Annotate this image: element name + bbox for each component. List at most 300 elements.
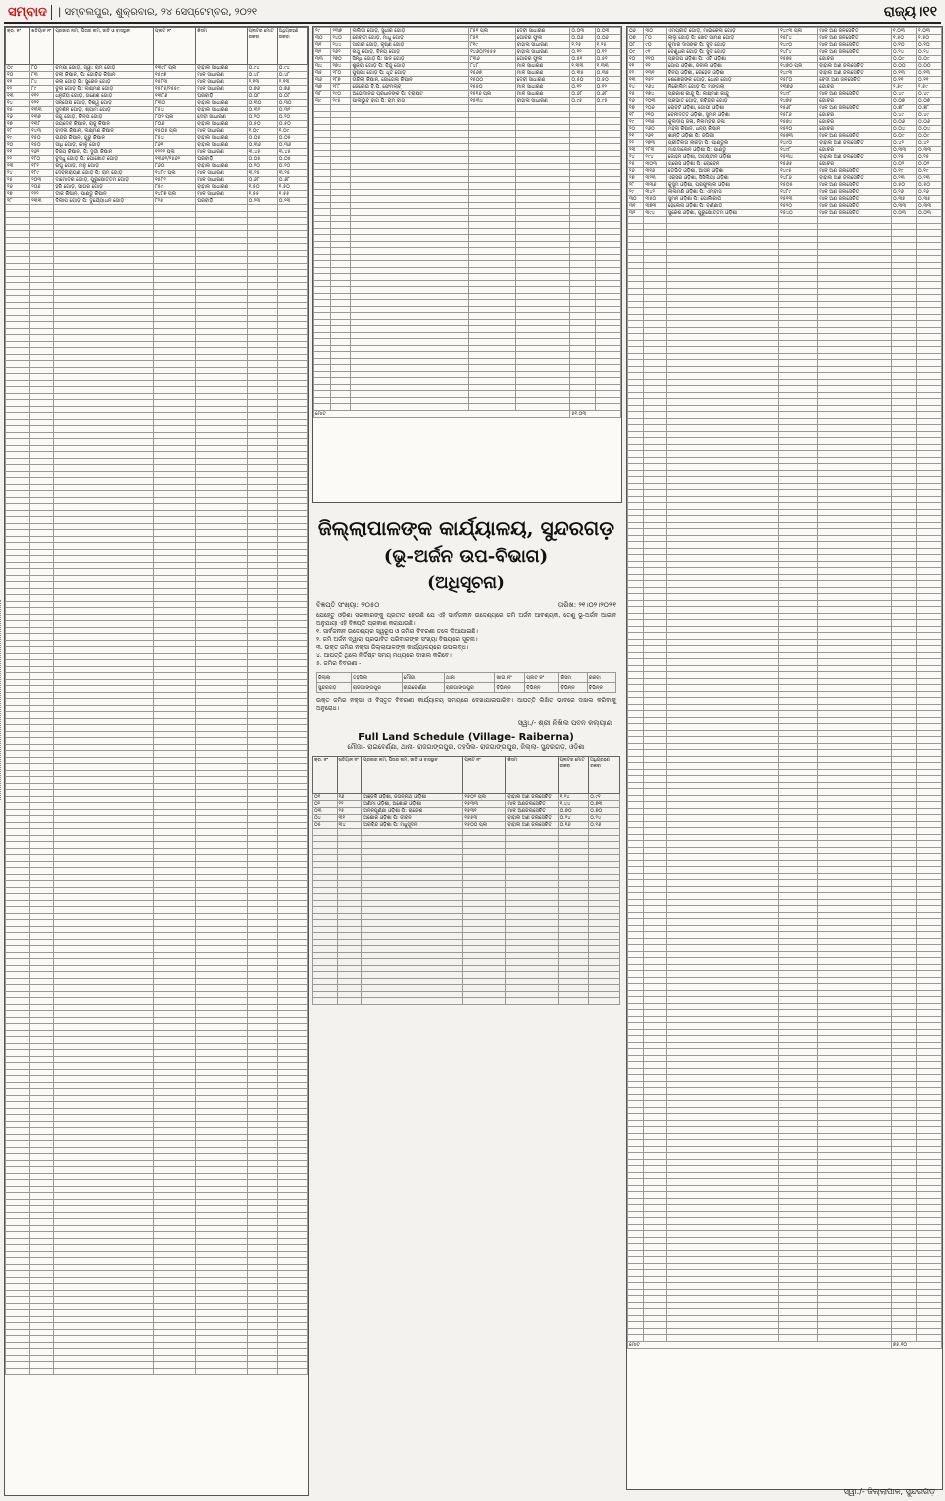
table-cell: କଲା ଗୋଡ଼ ପି: ସୁରେନ ଗୋଡ଼ [54,79,154,86]
table-cell: ୦୯ [6,65,30,72]
table-cell: ୮୧୯ [469,42,516,49]
table-cell: ଧନୁର୍ଜୟ ଗୋଡ଼, ଗଣେଶ ଗୋଡ଼ [54,93,154,100]
table-cell: ୧୪୯୦ [779,140,818,147]
schedule-subtitle: ମୌଜା- ରାଇବେର୍ଣ୍ଣା, ଥାନା- ରାଜଗାଙ୍ଗପୁର, ତହସିଲ- ରାଜଗାଙ୍ଗପୁର, ଜିଲ୍ଲା- ସୁନ୍ଦରଗଡ଼, ଓଡ଼ିଶା [347,743,585,751]
table-cell: ୧୩୬୨/୨୫୬୨ [153,156,195,163]
table-row [314,63,621,70]
table-cell: ୨୬୧ [644,133,666,140]
table-cell: ୦୮ [628,42,644,49]
table-cell: ବାହାଲ ସାଧାରଣ [515,42,570,49]
table-cell: ୨୦ [628,126,644,133]
table-cell: ୩୪ [314,63,331,70]
table-cell: ମାଳ ଅଣ ଜଲସେଚିତ [818,203,892,210]
table-cell: ବାହାଲ ଅଣ ଜଲସେଚିତ [818,175,892,182]
table-cell: ମାଳ ସାଧାରଣ [515,70,570,77]
col-header: ପ୍ରଜାର ନାମ, ପିତାର ନାମ, ଜାତି ଓ ବାସସ୍ଥାନ [54,28,154,65]
table-cell: ୦.୦୫ [277,156,307,163]
table-cell: ୦.୩୫ [570,70,595,77]
table-cell: ୦.୭୮ [917,105,942,112]
table-cell: ୨୧୦ [644,112,666,119]
table-cell: ୦.୫୦ [277,121,307,128]
table-cell: ୧୪୯୮ [779,147,818,154]
table-cell: ୮୦୬ [153,121,195,128]
notice-paragraph: ୫. ଜମିର ବିବରଣୀ - [316,660,362,667]
table-row [314,35,621,42]
table-row [628,182,942,189]
table-cell: ୯୧ [644,49,666,56]
table-cell: ୦.୧୨ [570,84,595,91]
description-data-cell: ରାଜଗାଙ୍ଗପୁର [444,683,495,693]
table-cell: ମାଳ ସାଧାରଣ [196,170,247,177]
table-cell: ୧୫୮୪ [779,35,818,42]
table-cell: ୧.୪୪ [558,801,589,808]
margin-ruler [0,600,3,800]
table-cell: ୩୮ [314,91,331,98]
table-cell: ୧୫୮୩ [153,79,195,86]
table-cell: ୧୫୬୭ [469,70,516,77]
table-cell: ୧୩୮ [30,121,54,128]
page-label: ରାଜ୍ୟ।୧୧ [883,4,937,20]
table-row [628,42,942,49]
table-cell: ବାହାଲ ସାଧାରଣ [196,121,247,128]
table-row [314,56,621,63]
table-row [628,49,942,56]
table-cell: ୩୭୩ [644,203,666,210]
table-cell: ୦.୨୦ [247,114,277,121]
dateline: | ସମ୍ବଲପୁର, ଶୁକ୍ରବାର, ୨୪ ସେପ୍ଟେମ୍ବର, ୨୦୨୧ [57,6,258,18]
table-row [6,79,308,86]
table-row [314,70,621,77]
table-row [628,196,942,203]
table-cell: ୦.୩୩ [892,203,917,210]
notice-paragraph: ୧. ସାର୍ବଜନୀନ ଉଦ୍ଦେଶ୍ୟର ସ୍ୱରୂପ ଓ ଜମିର ବିବରଣୀ ତଳେ ଦିଆଯାଇଛି। [316,628,478,635]
table-cell: ବାହାଲ ସାଧାରଣ [196,65,247,72]
table-cell: ୧.୦୩ [892,28,917,35]
table-cell: ୧୬୪ [644,84,666,91]
table-cell: ୧୮୨ [30,163,54,170]
description-header-row [317,673,616,683]
table-cell: ୨୯୦ [331,91,351,98]
table-cell: ଶେଖେରଙ୍କ ଗୋଡ଼, ଧୋର ଗୋଡ଼ [666,77,778,84]
table-row [313,815,620,822]
table-cell: ୦.୫୦ [917,182,942,189]
table-cell: ବଳୀ କିଷାନ, ପି: ଗୋବିନ୍ଦ କିଷାନ [54,72,154,79]
table-cell: ୮୨୫ [153,198,195,205]
table-cell: ୦.୨୪ [589,815,620,822]
table-cell: ୦.୭୬ [277,86,307,93]
table-cell: ୦.୦୯ [917,56,942,63]
table-cell: ୦୪ [313,815,338,822]
table-cell: ୦.୩୦ [247,100,277,107]
table-cell: ୦.୦୮ [277,93,307,100]
table-cell: ୧୩ [6,93,30,100]
table-row [6,93,308,100]
table-cell: କୁଲଦୀପ ଜଳା, ନିଲମ୍ବର ଜଳା [666,119,778,126]
table-row [628,77,942,84]
table-row [6,142,308,149]
table-cell: ୨୩ [6,163,30,170]
table-cell: ୦.୦୫ [247,156,277,163]
table-cell: ବୁଦ୍ଧୁ ଗୋଡ଼ ପି: ପୋଖୋତ ଗୋଡ଼ [54,156,154,163]
total-value: ୫୧.୦୩ [570,410,621,417]
table-cell: ୧୩ [628,77,644,84]
table-cell: ୨୧ [628,133,644,140]
table-cell: ୧୪୬୦/୨୫୫୫ [469,49,516,56]
table-cell: କୁମାର ଦାସଙ୍କ ପି: ସୁଦ ଗୋଡ଼ [666,42,778,49]
table-cell: ୦.୩୫ [917,196,942,203]
table-cell: ୦.୧୯ [917,168,942,175]
table-cell: ୩୨ [314,49,331,56]
table-cell: ବାଦଲ କିଷାନ, ଲକ୍ଷ୍ମଣ କିଷାନ [54,128,154,135]
table-cell: ୦.୧୨ [570,49,595,56]
table-row [628,112,942,119]
table-cell: ହେଲେନା ଓଡ଼ିଶା ପି: ବର୍ଣ୍ଣାଡ [666,203,778,210]
table-cell: ୧୫୩୧ [463,808,506,815]
table-cell: ୧୮୯ [30,170,54,177]
table-cell: ୧୭ [6,121,30,128]
table-cell: ୦.୦୬ [892,119,917,126]
table-cell: ୧୫୦ [30,142,54,149]
reference-line [316,601,616,610]
table-cell [362,998,463,1005]
table-cell: ୧୮ [6,128,30,135]
description-header-cell: ତହସିଲ [352,673,403,683]
table-cell: ମାଳ ସାଧାରଣ [196,128,247,135]
table-cell: ଲଲିତା ଗୋଡ଼, ସୁଧୀର ଗୋଡ଼ [351,28,469,35]
table-cell: ୧୮ [628,112,644,119]
table-cell: ସିନ୍ଧି ଗୋଡ଼ ପି: ସାନ ଗୋଡ଼ [351,56,469,63]
notice-paragraph: ୩. ଉକ୍ତ ଜମିର ନକ୍ସା ଜିଲ୍ଲାପାଳଙ୍କ କାର୍ଯ୍ୟାଳୟରେ ଉପଲବ୍ଧ। [316,644,469,651]
table-row [6,1368,308,1375]
reference-number: ବିଜ୍ଞପ୍ତି ସଂଖ୍ୟା: ୨୦୫୦ [316,601,380,609]
table-cell: ୮୦୨ ପ୍ଲ [153,114,195,121]
table-cell: ୦.୪୯ [892,112,917,119]
table-row [313,801,620,808]
table-cell: ୦.୦୮ [247,93,277,100]
table-cell: ୧୬ [337,794,362,801]
schedule-title: Full Land Schedule (Village- Raiberna) [358,732,574,743]
table-cell: ୦.୪୯ [917,91,942,98]
table-cell: ୧୫୭୪ [779,119,818,126]
table-cell: ଅଣିମା ଓଡ଼ିଶା, ଅଶୋକ ଓଡ଼ିଶା [362,801,463,808]
table-cell: ୮୩୬ [469,56,516,63]
table-cell: ଘରବାଡ଼ି [196,198,247,205]
table-cell: ୦.୦୪ [892,126,917,133]
reference-date: ତାରିଖ: ୨୧।୦୨।୨୦୨୧ [557,601,616,609]
table-row [628,84,942,91]
description-data-cell: ରାଇବେର୍ଣ୍ଣା [402,683,444,693]
table-cell [337,998,362,1005]
table-row [628,105,942,112]
table-cell [247,1368,277,1375]
table-cell: ୨.୫୯ [892,84,917,91]
table-cell: ୧୫୨ [644,77,666,84]
table-cell: ୧୪୮୯ ପ୍ଲ [153,170,195,177]
table-cell: ପୁଷ୍ପା ଗୋଡ଼ ପି: ଧୃତ ଗୋଡ଼ [351,70,469,77]
table-cell: ୨୧ [6,149,30,156]
table-row [6,177,308,184]
col-header: ପ୍ଲଟର ମୋଟ ରକବା [247,28,277,65]
table-row [628,140,942,147]
table-cell: ୧.୫୦ [917,35,942,42]
table-cell: ୦୧ [313,794,338,801]
table-cell: ୦.୨୪ [917,49,942,56]
table-cell: ବିଜୟ କିଷାନ, ପି: ଦୁର୍ଗା କିଷାନ [54,149,154,156]
table-cell: ୦.୭୦ [558,808,589,815]
table-cell: ୦.୦୨ [917,161,942,168]
table-cell: ୧୧୦ [644,56,666,63]
table-row [628,203,942,210]
table-cell: ବାହାଲ ସାଧାରଣ [515,49,570,56]
col-header: ପ୍ଲଟ ନଂ [153,28,195,65]
table-cell: ୧୫୦୨ ପ୍ଲ [463,794,506,801]
table-cell: ୨୪ [6,170,30,177]
table-cell: ୦.୩୨ [247,107,277,114]
table-row [313,808,620,815]
table-cell [277,1368,307,1375]
table-row [628,119,942,126]
table-cell: ୮୯ [30,86,54,93]
table-cell [313,998,338,1005]
table-cell: ଅନ୍ନପୂର୍ଣ୍ଣା ଓଡ଼ିଶା ପି: ରାଜେଶ [362,808,463,815]
table-cell: ୧୫୦ [30,135,54,142]
col-header: ଖତିୟାନ ନଂ [30,28,54,65]
table-cell: ୧୫୧୬ ପ୍ଲ [469,91,516,98]
total-value: ୭୫.୧୦ [892,1341,942,1348]
table-cell: ୦.୨୦ [277,114,307,121]
table-cell: ମାଳ ଅଣ ଜଲସେଚିତ [818,91,892,98]
description-header-cell: ରକବା [587,673,615,683]
table-row [628,210,942,217]
table-cell: ୧.୨୪ [558,794,589,801]
right-table-body [628,28,942,1342]
table-cell: ୧୨ [628,70,644,77]
table-cell: ୦.୬୮ [595,91,620,98]
table-cell: ୦.୧୨ [595,49,620,56]
notification-heading: (ଅଧିସୂଚନା) [427,573,505,593]
table-row [313,794,620,801]
table-cell: ୩୧ [314,42,331,49]
table-cell: ୨୭୩ [644,140,666,147]
col-header: ଖତିୟାନ ନଂ [337,757,362,794]
table-cell: ୧୧ [628,63,644,70]
table-cell: ୨୭୪ [331,63,351,70]
table-cell: ୧୪୮୯ [779,189,818,196]
table-row [6,128,308,135]
table-cell: ୧୪୯୩ [779,70,818,77]
table-cell: ୦.୦୩ [570,28,595,35]
table-cell [30,1368,54,1375]
table-cell: ୧୨ [6,86,30,93]
table-cell: ୦.୦୬ [917,119,942,126]
table-row [628,91,942,98]
table-cell: ଘରବାଡ଼ି [196,93,247,100]
table-cell: ଅରବିନ୍ଦ ଓଡ଼ିଶା ପି: ମଧୁସୂଦନ [362,822,463,829]
table-cell [153,1368,195,1375]
table-cell: ୨୭୦ [331,56,351,63]
closing-paragraph: ଉକ୍ତ ଜମିର ନକ୍ସା ଓ ବିସ୍ତୃତ ବିବରଣୀ କାର୍ଯ୍ୟାଳୟ ସମୟରେ ଦେଖାଯାଇପାରିବ। ଆପତ୍ତି ଲିଖିତ ଭାବରେ ଦାଖଲ କରିବାକୁ ଅନୁରୋଧ। [316,697,616,712]
table-cell: ୨୬ [628,168,644,175]
table-cell: ୩୦ [314,35,331,42]
table-cell: ୨୮୮ [331,84,351,91]
table-cell: ୧୫ [628,91,644,98]
table-cell: ଅଭେଦାନନ୍ଦ ପ୍ରଧାନଙ୍କ ପି: ଟ୍ରାଷ୍ଟ [351,91,469,98]
table-cell: ମାଳ ଅଣ ଜଲସେଚିତ [818,105,892,112]
table-cell: ମାଳ ଅଣ ଜଲସେଚିତ [818,189,892,196]
right-schedule-table [627,27,942,1349]
table-cell: ମାଳ ଅଣ ଜଲସେଚିତ [818,49,892,56]
middle-table-body [314,28,621,411]
table-cell: ୨୮୩ [644,147,666,154]
table-cell: ୧୪୮୬ [779,175,818,182]
table-cell: ମାଳ ଅଣ ଜଲସେଚିତ [818,133,892,140]
table-cell: ୧୫୧୩ [779,196,818,203]
table-cell: ୨୯ [628,189,644,196]
table-cell: ୧୬୨ [30,149,54,156]
table-row [314,77,621,84]
table-cell: ଦାମୋଦର ଗୋଡ଼, ପୁରୁଷୋତ୍ତମ ଗୋଡ଼ [54,177,154,184]
signatory: ସ୍ୱା./- ଶ୍ରୀ ନିଖିଲ ପବନ କଲ୍ୟାଣ [517,719,612,727]
table-cell: ୦.୦୬ [570,35,595,42]
table-cell: ମାଳ ଅଣ ଜଲସେଚିତ [818,168,892,175]
table-cell: ୦.୦୦ [917,63,942,70]
table-cell: ୧୫୦୦ ପ୍ଲ [463,822,506,829]
table-cell: ପ୍ରକାଶ କାନ୍ଦୁ ପି: ଲକ୍ଷ୍ମଣ କାନ୍ଦୁ [666,91,778,98]
table-cell: ୧୭ [628,105,644,112]
table-cell: ୧୪୯୩ ପ୍ଲ [779,28,818,35]
table-row [6,107,308,114]
table-cell: ୨୦ [6,142,30,149]
table-cell: ୨୫ [6,177,30,184]
notice-paragraph: ୨. ଜମି ଅର୍ଜନ ଦ୍ୱାରା ପ୍ରଭାବିତ ପରିବାରଙ୍କ ସଂଖ୍ୟା ବିଷୟରେ ସୂଚନା। [316,636,478,643]
table-row [6,86,308,93]
table-row [314,28,621,35]
table-cell: ୩୦ [628,196,644,203]
table-cell: ୧.୫୫ [277,191,307,198]
table-cell: ୧.୨୫ [570,42,595,49]
table-cell: ବାହାଲ ସାଧାରଣ [515,98,570,105]
table-cell: ୨୩୩ [30,198,54,205]
table-cell: ଦେବନାରାୟଣ ଗୋଡ଼ ପି: ରାମ ଗୋଡ଼ [54,170,154,177]
table-cell: ୦.୩୩ [917,147,942,154]
table-cell: ୨୩ [628,147,644,154]
table-cell: ବାହାଲ ଅଣ ଜଲସେଚିତ [818,63,892,70]
table-cell: ୧୫୩୩ [463,801,506,808]
table-row [628,133,942,140]
table-cell: ୧୪୯୮ [779,91,818,98]
table-cell: ୮୪ [30,79,54,86]
table-cell: ୦.୪୯ [892,91,917,98]
table-cell: ୦.୫୦ [570,77,595,84]
table-cell: ୦.୯୧ [589,794,620,801]
table-cell: ଗୋଚର [818,98,892,105]
table-cell: ୦.୨୩ [892,175,917,182]
notice-paragraph: ଯେହେତୁ ଓଡ଼ିଶା ସରକାରଙ୍କୁ ପ୍ରତୀତ ହେଉଛି ଯେ ଏହି ସାର୍ବଜନୀନ ଉଦ୍ଦେଶ୍ୟରେ ଜମି ଅର୍ଜନ ଆବଶ୍ୟକ, ତେଣୁ ଭୂ-ଅର୍ଜନ ଆଇନ ଅନୁଯାୟୀ ଏହି ବିଜ୍ଞପ୍ତି ପ୍ରକାଶ କରାଯାଉଛି। [316,612,616,627]
total-row [314,410,621,417]
table-cell: ୧୦ [6,72,30,79]
total-row [628,1341,942,1348]
table-cell: ୨୦୬ [30,184,54,191]
col-header: କିସମ [196,28,247,65]
table-row [314,98,621,105]
table-cell: ୧୧ [6,79,30,86]
table-cell: ୧୧୨ [30,93,54,100]
footer-signature: ସ୍ୱା./- ଜିଲ୍ଲାପାଳ, ସୁନ୍ଦରଗଡ଼ [843,1487,935,1496]
table-cell: ୧୫୦୦ [469,77,516,84]
table-row [6,72,308,79]
table-cell: ଜୋହନ ଓଡ଼ିଶା, ଅଗଷ୍ଟୀନ ଓଡ଼ିଶା [666,154,778,161]
description-header-cell: କିସମ [559,673,587,683]
table-cell: ୩୦୩ [644,161,666,168]
table-row [6,135,308,142]
table-cell: ୩.୪୫ [277,149,307,156]
table-row [628,98,942,105]
table-cell [6,1368,30,1375]
table-cell: ଗୋଚର [818,147,892,154]
table-row [6,114,308,121]
table-cell: ଘରବାଡ଼ି [196,156,247,163]
left-table-body [6,65,308,1375]
description-data-row [317,683,616,693]
table-cell: ୧୫୦୫ ପ୍ଲ [153,128,195,135]
table-cell: ୦.୫୧ [570,56,595,63]
table-cell: ଗୋଚର [818,56,892,63]
table-cell: ୮୬୧ [153,142,195,149]
table-cell: ଗୋଚର [818,84,892,91]
table-cell: ୨୦୬ [644,105,666,112]
table-cell: ୧୫୯୭ [153,72,195,79]
table-cell: ମାଳ ଅଣ ଜଲସେଚିତ [818,182,892,189]
table-cell: ମହଲା କିଷାନ, ଧନ୍ୟ କିଷାନ [666,126,778,133]
description-header-cell: ଥାନା [444,673,495,683]
table-cell: ୧୩୩ [30,107,54,114]
table-cell: ୦.୪୮ [277,72,307,79]
table-cell: ବାହାଲ ସାଧାରଣ [196,142,247,149]
table-cell: ୨୨ [6,156,30,163]
office-heading: ଜିଲ୍ଲାପାଳଙ୍କ କାର୍ଯ୍ୟାଳୟ, ସୁନ୍ଦରଗଡ଼ [317,516,615,540]
table-cell: ସୁଦର୍ଶନ ଗୋଡ଼, ଶ୍ୟାମ ଗୋଡ଼ [54,107,154,114]
table-row [6,100,308,107]
table-cell: ୧୪ [628,84,644,91]
table-cell: ୦.୨୦ [277,163,307,170]
table-cell: ୮୩୦ [153,100,195,107]
table-cell: ୦.୯୫ [570,98,595,105]
table-cell: ୧୫୮୨ [153,177,195,184]
table-cell: ୧୬ [628,98,644,105]
table-cell: ବେଦୀ ଅଣ ଜଳସେଚିତ [818,77,892,84]
table-cell: ୨୭ [628,175,644,182]
table-cell: ୦.୪୮ [247,72,277,79]
table-cell: ୮୫୯ [153,184,195,191]
left-schedule-table [5,27,308,1375]
table-row [6,121,308,128]
table-row [314,91,621,98]
table-cell: ୧୪୮୪ [779,49,818,56]
table-cell: ବାହାଲ ସାଧାରଣ [196,107,247,114]
table-cell: ଉଚ୍ଚିଲା କିଷାନ, ଜୋଗେଲ୍ କିଷାନ [351,77,469,84]
table-cell: ଏକ୍ସର ଓଡ଼ିଶା, ସିସିଲିୟା ଓଡ଼ିଶା [666,175,778,182]
table-cell: ୩୩ [314,56,331,63]
table-cell: ଶାନ୍ତି ଓଡ଼ିଶା ପି: ଜଗିରୀ [666,133,778,140]
table-cell: ୩୩୬ [644,182,666,189]
table-cell: ୦.୨୩ [277,198,307,205]
table-row [314,49,621,56]
table-cell: ୮୬୦ [153,163,195,170]
table-cell: ୨୬ [6,184,30,191]
table-cell: ୦.୦୬ [595,35,620,42]
table-cell: ୧୨୨୨ ପ୍ଲ [153,149,195,156]
table-cell: ୮୫୪ [153,107,195,114]
